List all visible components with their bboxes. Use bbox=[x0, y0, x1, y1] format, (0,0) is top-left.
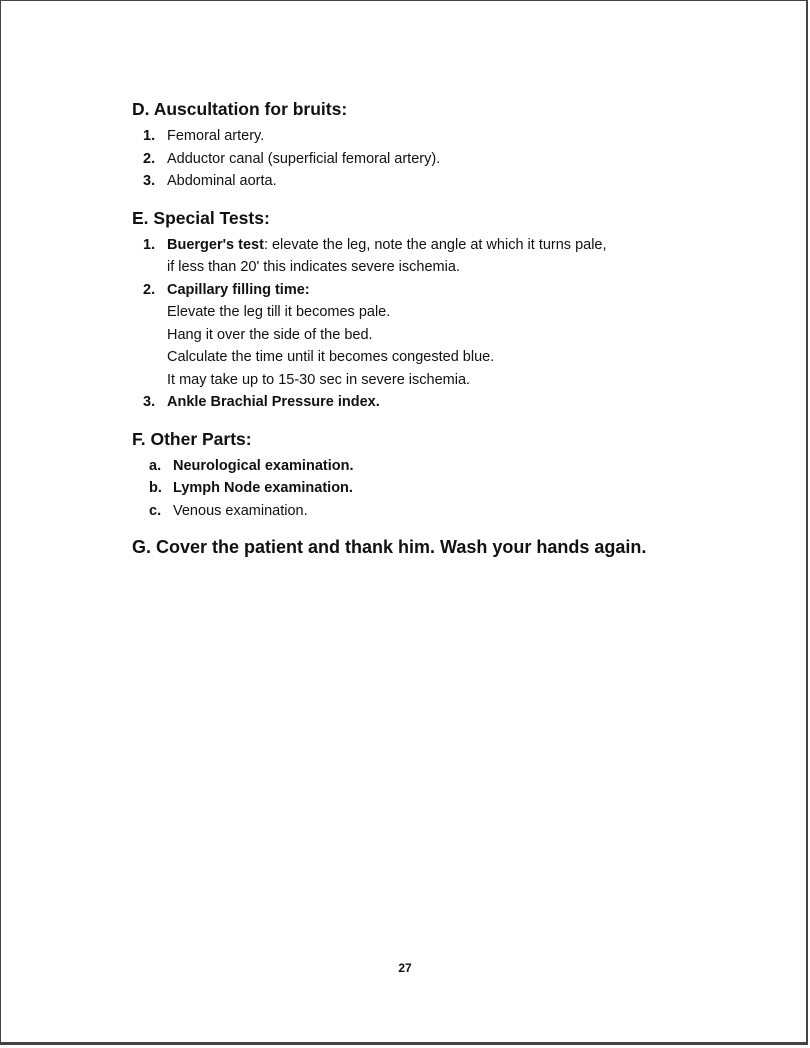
special-tests-list bbox=[132, 234, 712, 414]
page-content bbox=[132, 97, 712, 572]
capillary-step: Calculate the time until it becomes congested blue. bbox=[167, 349, 495, 365]
list-marker: b. bbox=[149, 480, 162, 496]
list-item-buergers-test bbox=[132, 234, 712, 279]
list-item bbox=[132, 477, 712, 500]
list-item-text: Venous examination. bbox=[173, 502, 308, 519]
list-item bbox=[132, 500, 712, 523]
list-item-text: Femoral artery. bbox=[167, 128, 265, 144]
list-item-abpi bbox=[132, 391, 712, 414]
list-item-text: Lymph Node examination. bbox=[173, 480, 353, 496]
abpi-label: Ankle Brachial Pressure index. bbox=[167, 394, 380, 410]
capillary-step: Hang it over the side of the bed. bbox=[167, 326, 373, 343]
section-title-other-parts: F. Other Parts: bbox=[132, 428, 252, 449]
section-title-closing: G. Cover the patient and thank him. Wash your hands again. bbox=[132, 537, 647, 557]
section-title-auscultation: D. Auscultation for bruits: bbox=[132, 99, 348, 119]
list-item bbox=[132, 148, 712, 171]
auscultation-list bbox=[132, 125, 712, 193]
capillary-filling-label: Capillary filling time: bbox=[167, 281, 310, 298]
list-marker: 1. bbox=[143, 236, 156, 253]
section-other-parts bbox=[132, 427, 712, 523]
list-marker: 2. bbox=[143, 281, 156, 298]
list-marker: 3. bbox=[143, 173, 156, 189]
section-auscultation bbox=[132, 97, 712, 193]
list-item bbox=[132, 170, 712, 193]
list-item bbox=[132, 455, 712, 478]
other-parts-list bbox=[132, 455, 712, 523]
list-item-capillary-filling bbox=[132, 279, 712, 392]
buergers-test-label: Buerger's test bbox=[167, 236, 264, 253]
section-special-tests bbox=[132, 206, 712, 414]
list-marker: a. bbox=[149, 457, 162, 474]
list-marker: 3. bbox=[143, 394, 156, 410]
list-marker: 2. bbox=[143, 150, 156, 167]
capillary-step: It may take up to 15-30 sec in severe ischemia. bbox=[167, 371, 471, 388]
list-marker: c. bbox=[149, 502, 162, 519]
section-title-special-tests: E. Special Tests: bbox=[132, 207, 270, 228]
page-number: 27 bbox=[398, 961, 412, 975]
section-closing bbox=[132, 535, 712, 559]
buergers-test-description: : elevate the leg, note the angle at which it turns pale, bbox=[263, 236, 607, 253]
list-item-text: Neurological examination. bbox=[173, 457, 354, 474]
list-item bbox=[132, 125, 712, 148]
buergers-test-line-2: if less than 20' this indicates severe ischemia. bbox=[167, 259, 460, 275]
list-item-text: Adductor canal (superficial femoral artery). bbox=[167, 150, 441, 167]
list-marker: 1. bbox=[143, 128, 156, 144]
capillary-step: Elevate the leg till it becomes pale. bbox=[167, 304, 391, 320]
list-item-text: Abdominal aorta. bbox=[167, 173, 277, 189]
